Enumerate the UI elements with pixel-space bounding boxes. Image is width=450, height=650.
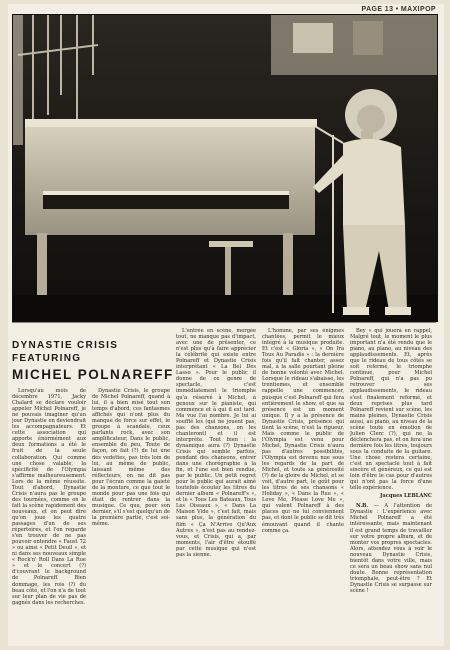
headline-block: [12, 330, 174, 390]
column-text: Bey » qui jouera en rappel, Malgré tout, le moment le plus important n'a été rendu que le piano, au piano, au niveau des applaudissements. Et, après que le rideau de tous côtés se soit refermé, le triomphe continue, pour Michel Polnareff, qui n'a pas pu retrouver ses applaudissements, le rideau s'est finalement reformé, et deux reprises plus tard Polnareff revient sur scène, les mains pleines, Dynastie Crisis aussi, au piano, au niveau de la scène toute en émotion de Julien Clerc (?), qui ne la déclenchera pas, et on fera une dernière fois les titres, toujours sous la conduite de la guitare. Une chose restera certaine, c'est un spectacle tout à fait sincère et généreux, ce qui est loin d'être le cas pour d'autres qui n'ont pas la force d'une telle expérience.: [350, 328, 432, 492]
column-text: Dynastie Crisis, le groupe de Michel Polnareff, quand à lui, il a bien misé tout son temps d'abord, ces fantasmes affichés qui n'ont plus du manque de force sur effet, le groupe à scandale, ceux parlants rock, avec son amplificateur, Dans le public, ensemble du peu, Toute de façon, on fait (?) de lui une des vedettes, pas très loin de lui, au même de public, laissant même des réflecteurs, on ne dit pas pour l'écran comme la gaieté de la monture, ce que tout le monde pour pas une fois qui était de rentrer dans la musique. Ce que, pour son dernier, s'il s'est quelqu'un de la première partie, c'est soi-même.: [92, 388, 170, 528]
nota-bene-text: — A l'attention de Dynastie : L'expérience avec Michel Polnareff a été intéressante, mais maintenant il est grand temps de travailler sur votre propre album, et de monter vos propres spectacles. Alors, attendez vous à voir le nouveau Dynastie Crisis, bientôt dans votre ville, mais ce sera un beau show sans nul doute. Bonne représentation triomphale, peut-être ? Et Dynastie Crisis se surpasse sur scène !: [350, 503, 432, 594]
concert-photo: [12, 14, 438, 322]
column-text: L'entrée en scène, mergée tout, ne manque pas d'impact, avec une de présenter, ce n'est plus qu'à faire apprécier la célébrité qui existe entre Polnareff et Dynastie Crisis interprétant « La Bel Des Lasso ». Pour le public il donne de ce genre de spectacle, c'est immédiatement le triomphe qu'a réservé à Michel, à genoux sur le pianiste, qui commence et à qui il est tard. Ma vue l'ai nombre. Je lui ai soufflé les (qui ne jouent pas, pas des chansons, on les chanteront) et il est interprète. Tout bien : la dynamique aura (?) Dynastie Crisis qui semble parfois, pendant des chansons, entrer dans une chorégraphie à la fin, et l'une est bien rendue, par le public. Un petit regret pour le public qui aurait aimé toutefois écouter les titres du dernier album « Polnareff's », et le « Tous Les Bateaux, Tous Les Oiseaux », « Dans La Maison Vide », c'est fait, mais sans plus, la génération du film « Ça N'Arrive Qu'Aux Autres », n'est pas au rendez-vous, et Crisis, qui a, par moments, l'air d'être étouffé par cette musique qui n'est pas la sienne.: [176, 328, 256, 558]
article-subheadline: MICHEL POLNAREFF: [12, 367, 174, 382]
column-text: L'homme, par ses énigmes chantées, permit le mieux intégré à la musique produite. Et c'est « Gloria », « On Ira Tous Au Paradis » : la dernière fois qu'il fait chanter, assez mal, à la salle pourtant pleine de bonne volonté avec Michel. Lorsque le rideau s'abaisse, les trentiemes, et ensemble rappelle une commencer, puisque c'est Polnareff qui fera entièrement le show, et que sa présence est un moment unique. Il y a la présence de Dynastie Crisis, présence qui tient la scène, n'est la rigueur. Mais comme le public de l'Olympia est venu pour Michel, Dynastie Crisis n'aura pas d'autres possibilités, l'Olympia est devenu nue sous les regards de la part de Michel, et toute sa générosité (?) de la gloire de Michel, et se voit, d'autre part, le goût pour les titres de ses chansons « Holiday », « Dans la Rue », « Love Me, Please Love Me », qui valent Polnareff à des places qui ne lui conviennent pas, et dont le public se dit très émouvant quand il chante comme ça.: [262, 328, 344, 534]
author-signature: Jacques LEBLANC: [380, 493, 432, 500]
article-column-3: [176, 328, 256, 638]
nota-bene: [350, 503, 432, 594]
divider: [12, 322, 436, 323]
article-column-4: [262, 328, 344, 638]
article-headline: DYNASTIE CRISIS FEATURING: [12, 340, 119, 364]
nota-bene-label: N.B.: [356, 503, 369, 510]
running-head: PAGE 13 • MAXIPOP: [361, 6, 436, 13]
photo-of-pianist-icon: [13, 15, 437, 321]
column-text: Lorsqu'au mois de décembre 1971, Jacky Chalard se déclare vouloir appeler Michel Polnareff, je ne pouvais imaginer qu'un jour Dynastie en deviendrait les accompagnateurs. Et cette association qui apporte énormément aux deux formations a été le fruit de la seule collaboration. Qui comme une chose valable, la spécificité de l'Olympia s'affirme malheureusement. Lors de la même réussite. Tout d'abord, Dynastie Crisis n'aura pas le groupe des tournées, comme on le fait la scène rapidement des nouveaux, et on peut dire qu'on joue les quatre passages d'un de ses répertoires, et l'on regarde s'en trouver de ne pas pouvoir entendre « Faust 72 » ou ainsi « Petit Deuil », et ni dans ses nouveaux simple « Rock'n' Roll Dans La Rue » et le concert (?) d'couvrant le background de Polnareff. Bien dommage, les rois (?) du beau côté, et l'on n'a de tout sur leur plan de vie pas de gagnés dans les recherches.: [12, 388, 86, 606]
article-column-5: [350, 328, 432, 638]
article-column-1: [12, 388, 86, 638]
article-column-2: [92, 388, 170, 638]
